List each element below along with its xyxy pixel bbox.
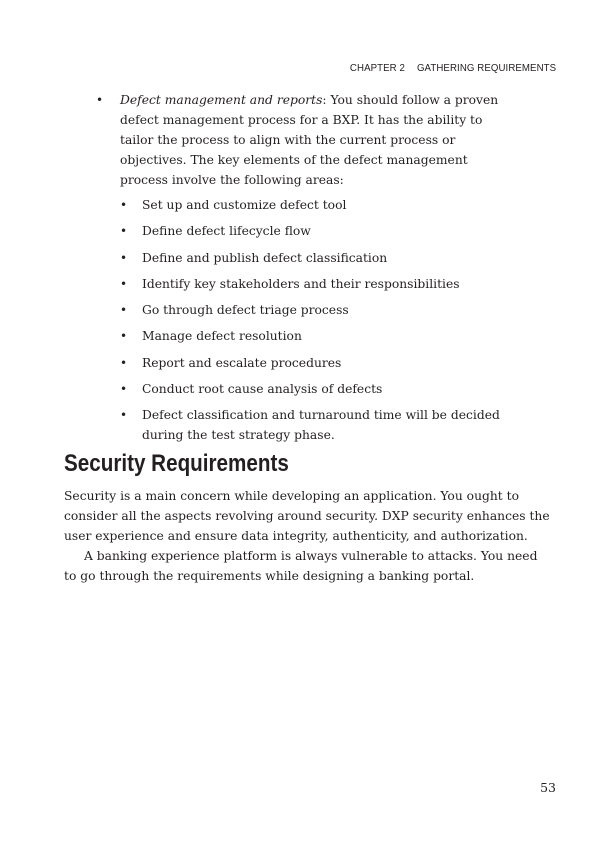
list-item-text: Go through defect triage process [142, 303, 349, 318]
bullet-icon: • [120, 355, 128, 370]
bullet-icon: • [120, 198, 128, 212]
list-item-text: Define defect lifecycle flow [142, 224, 311, 239]
lead-term: Defect management and reports [120, 93, 323, 107]
list-item-text: Defect classification and turnaround time will be decided during the test strategy phase. [142, 408, 500, 443]
bullet-icon: • [120, 408, 128, 423]
list-item [96, 90, 516, 445]
list-item [120, 353, 516, 373]
section-body [64, 486, 552, 586]
list-item [120, 195, 516, 215]
lead-text: : You should follow a proven defect management process for a BXP. It has the ability to tailor the process to align with the current process or objectives. The key elements of the defect management process involve the following areas: [120, 93, 499, 187]
section-heading: Security Requirements [64, 450, 289, 477]
list-item [120, 274, 516, 294]
list-item-text: Report and escalate procedures [142, 355, 342, 370]
bullet-icon: • [120, 303, 128, 318]
bullet-icon: • [120, 224, 128, 239]
list-item [120, 379, 516, 399]
chapter-title: GATHERING REQUIREMENTS [416, 62, 556, 74]
running-header [350, 62, 556, 74]
list-item [120, 326, 516, 346]
list-item-text: Identify key stakeholders and their responsibilities [142, 276, 460, 291]
bullet-icon: • [120, 329, 128, 344]
bullet-icon: • [120, 250, 128, 265]
list-item [120, 221, 516, 241]
chapter-label: CHAPTER 2 [349, 62, 405, 74]
list-item [120, 405, 516, 445]
defect-elements-list [120, 195, 516, 445]
paragraph: Security is a main concern while developing an application. You ought to consider all the aspects revolving around security. DXP security enhances the user experience and ensure data integrity, authenticity, and authorization. [64, 489, 550, 543]
bullet-icon: • [120, 382, 128, 397]
bullet-icon: • [120, 276, 128, 291]
page-number: 53 [540, 780, 556, 795]
list-item [120, 300, 516, 320]
defect-management-list [96, 90, 516, 452]
paragraph: A banking experience platform is always vulnerable to attacks. You need to go through the requirements while designing a banking portal. [64, 549, 538, 583]
list-item-text: Manage defect resolution [142, 329, 302, 344]
bullet-icon: • [96, 93, 104, 107]
list-item-text: Define and publish defect classification [142, 250, 388, 265]
list-item-text: Conduct root cause analysis of defects [142, 382, 383, 397]
list-item [120, 248, 516, 268]
list-item-text: Set up and customize defect tool [142, 198, 347, 212]
